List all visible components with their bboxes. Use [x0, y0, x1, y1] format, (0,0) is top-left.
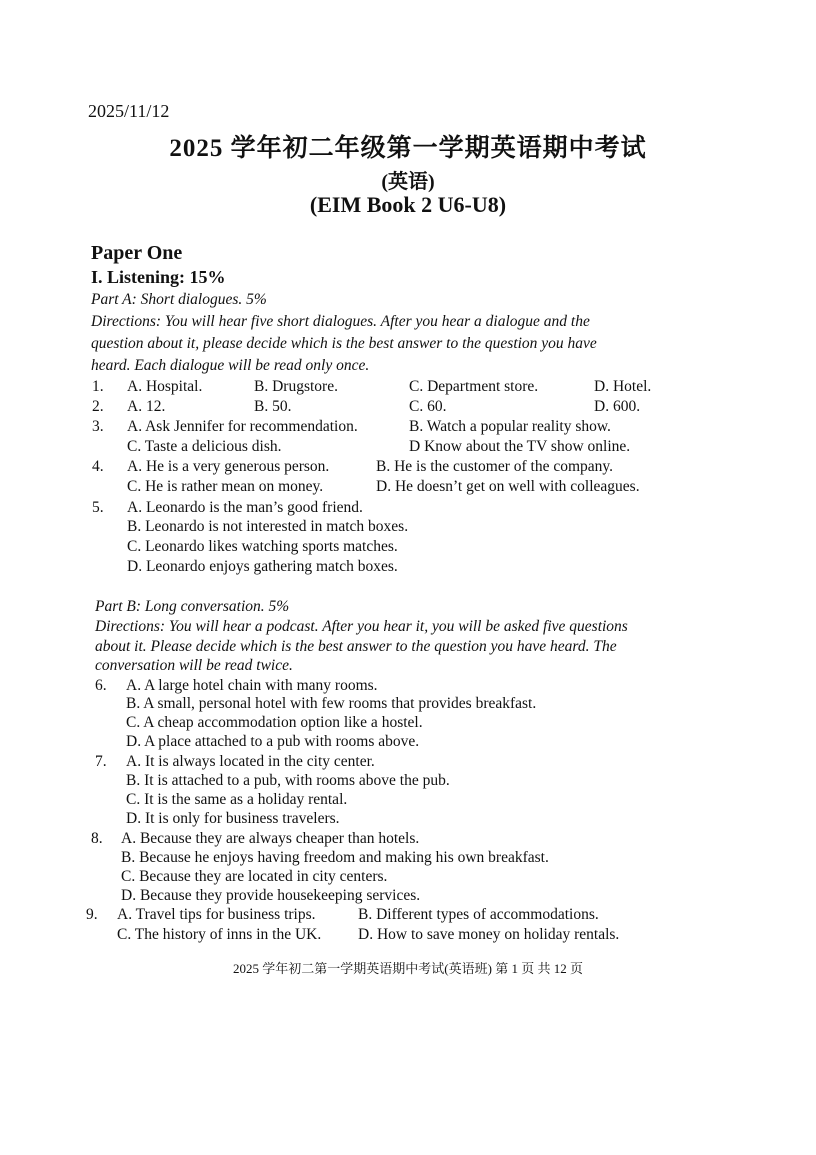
option-text: B. Leonardo is not interested in match boxes.	[127, 518, 409, 535]
question-number: 5.	[92, 499, 104, 516]
option-text: D. It is only for business travelers.	[126, 810, 340, 827]
option-text: D Know about the TV show online.	[409, 438, 631, 455]
option-text: B. Different types of accommodations.	[358, 906, 599, 923]
question-number: 9.	[86, 906, 98, 923]
exam-subtitle: (英语)	[381, 171, 435, 193]
option-text: B. It is attached to a pub, with rooms above the pub.	[126, 772, 450, 789]
part-b-heading: Part B: Long conversation. 5%	[95, 598, 290, 615]
option-text: B. A small, personal hotel with few rooms that provides breakfast.	[126, 695, 537, 712]
section-heading: I. Listening: 15%	[91, 267, 226, 287]
option-text: D. 600.	[594, 398, 641, 415]
part-b-directions-line: about it. Please decide which is the best answer to the question you have heard. The	[95, 638, 617, 655]
part-a-heading: Part A: Short dialogues. 5%	[91, 291, 267, 308]
option-text: C. It is the same as a holiday rental.	[126, 791, 348, 808]
option-text: C. A cheap accommodation option like a hostel.	[126, 714, 423, 731]
option-text: A. Because they are always cheaper than hotels.	[121, 830, 420, 847]
part-a-directions-line: question about it, please decide which is the best answer to the question you have	[91, 335, 597, 352]
part-b-directions-line: conversation will be read twice.	[95, 657, 293, 674]
exam-title: 2025 学年初二年级第一学期英语期中考试	[169, 135, 647, 162]
page-footer: 2025 学年初二第一学期英语期中考试(英语班) 第 1 页 共 12 页	[233, 961, 583, 976]
exam-date: 2025/11/12	[88, 101, 170, 121]
option-text: C. 60.	[409, 398, 447, 415]
question-number: 4.	[92, 458, 104, 475]
option-text: C. He is rather mean on money.	[127, 478, 324, 495]
option-text: A. Hospital.	[127, 378, 203, 395]
option-text: A. He is a very generous person.	[127, 458, 330, 475]
question-number: 1.	[92, 378, 104, 395]
option-text: A. 12.	[127, 398, 166, 415]
question-number: 2.	[92, 398, 104, 415]
question-number: 3.	[92, 418, 104, 435]
option-text: C. Leonardo likes watching sports matches.	[127, 538, 398, 555]
option-text: C. Taste a delicious dish.	[127, 438, 282, 455]
option-text: A. Ask Jennifer for recommendation.	[127, 418, 358, 435]
question-number: 8.	[91, 830, 103, 847]
option-text: A. A large hotel chain with many rooms.	[126, 677, 378, 694]
option-text: C. Because they are located in city centers.	[121, 868, 388, 885]
option-text: D. A place attached to a pub with rooms above.	[126, 733, 420, 750]
option-text: B. Drugstore.	[254, 378, 338, 395]
option-text: C. Department store.	[409, 378, 539, 395]
part-b-directions-line: Directions: You will hear a podcast. After you hear it, you will be asked five questions	[95, 618, 628, 635]
part-a-directions-line: Directions: You will hear five short dialogues. After you hear a dialogue and the	[91, 313, 590, 330]
option-text: D. Hotel.	[594, 378, 652, 395]
option-text: D. Leonardo enjoys gathering match boxes.	[127, 558, 398, 575]
option-text: A. Leonardo is the man’s good friend.	[127, 499, 363, 516]
option-text: C. The history of inns in the UK.	[117, 926, 322, 943]
option-text: B. He is the customer of the company.	[376, 458, 614, 475]
question-number: 7.	[95, 753, 107, 770]
option-text: A. Travel tips for business trips.	[117, 906, 316, 923]
question-number: 6.	[95, 677, 107, 694]
paper-title: Paper One	[91, 242, 183, 264]
book-range: (EIM Book 2 U6-U8)	[309, 192, 507, 217]
option-text: B. 50.	[254, 398, 292, 415]
option-text: B. Because he enjoys having freedom and making his own breakfast.	[121, 849, 549, 866]
part-a-directions-line: heard. Each dialogue will be read only once.	[91, 357, 370, 374]
option-text: B. Watch a popular reality show.	[409, 418, 611, 435]
option-text: D. He doesn’t get on well with colleagues.	[376, 478, 640, 495]
option-text: D. How to save money on holiday rentals.	[358, 926, 620, 943]
option-text: A. It is always located in the city center.	[126, 753, 375, 770]
option-text: D. Because they provide housekeeping services.	[121, 887, 421, 904]
